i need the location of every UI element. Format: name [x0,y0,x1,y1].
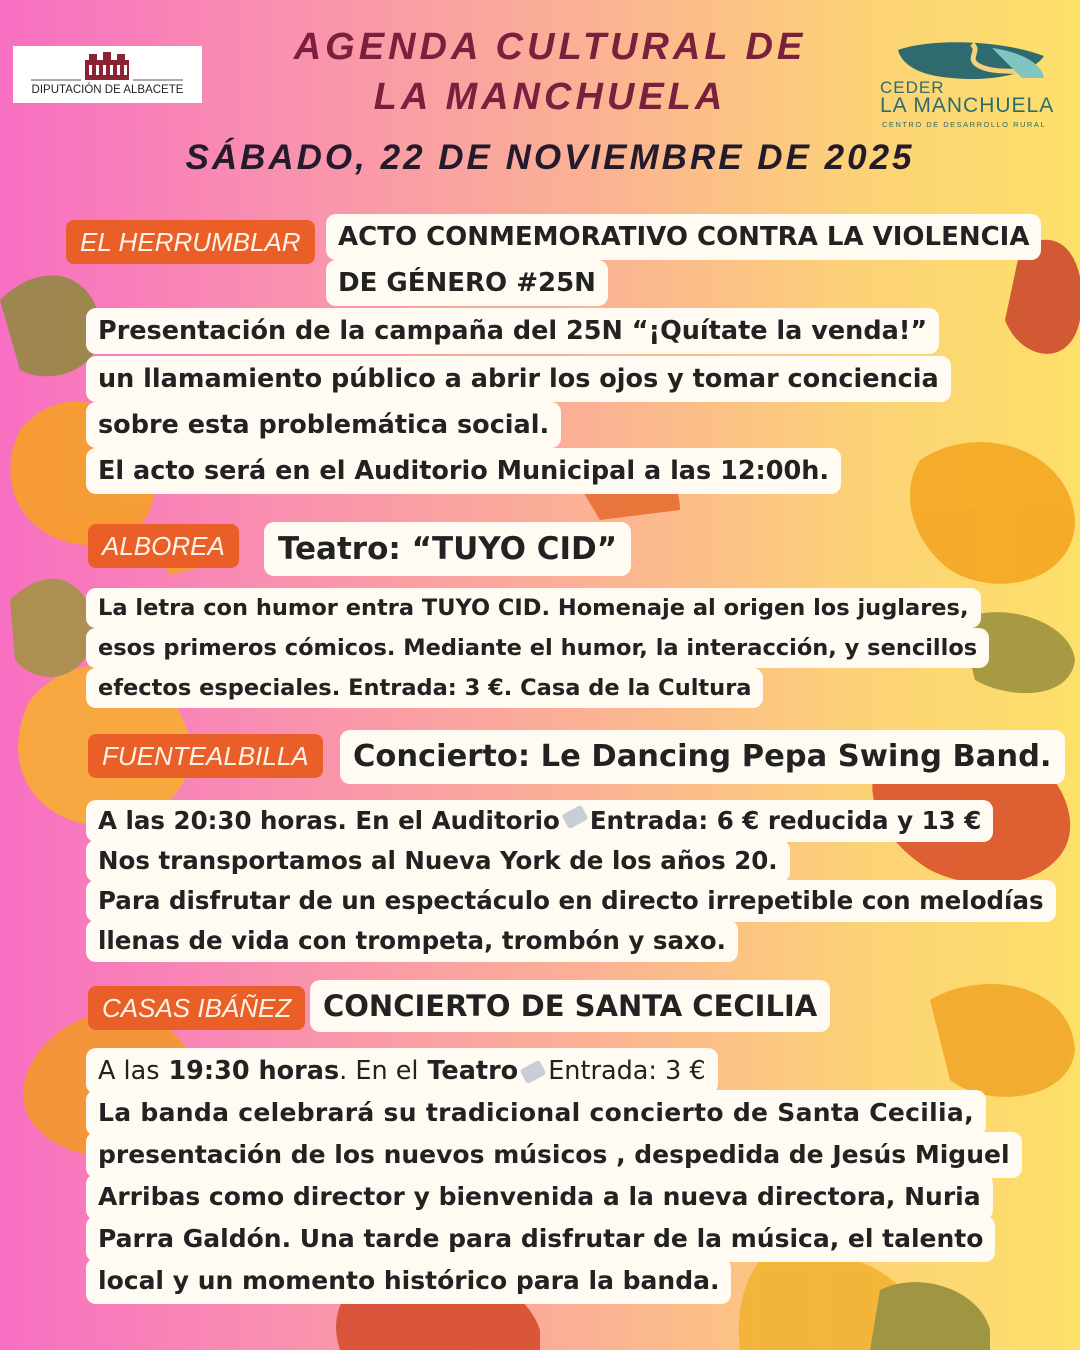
event-1-body-line-1: Presentación de la campaña del 25N “¡Quítate la venda!” [86,308,939,354]
page-title [250,22,850,122]
event-4-title: CONCIERTO DE SANTA CECILIA [310,980,830,1032]
event-2-body-line-2: esos primeros cómicos. Mediante el humor, la interacción, y sencillos [86,628,989,668]
event-3-body-line-2: Nos transportamos al Nueva York de los años 20. [86,840,790,882]
title-line-2: LA MANCHUELA [373,76,727,118]
event-4-body-line-6: local y un momento histórico para la banda. [86,1258,731,1304]
ceder-logo-line-2: LA MANCHUELA [880,94,1055,117]
event-4-body-line-2: La banda celebrará su tradicional concierto de Santa Cecilia, [86,1090,986,1136]
ceder-logo-line-1: CEDER [880,78,945,97]
title-line-1: AGENDA CULTURAL DE [293,26,807,68]
ticket-icon [520,1060,547,1084]
event-4-body-line-1: A las 19:30 horas. En el Teatro Entrada: 3 € [86,1048,718,1094]
town-tag-fuentealbilla: FUENTEALBILLA [88,734,323,778]
event-3-title: Concierto: Le Dancing Pepa Swing Band. [340,730,1065,784]
event-2-title: Teatro: “TUYO CID” [264,522,631,576]
event-3-body-line-3: Para disfrutar de un espectáculo en directo irrepetible con melodías [86,880,1056,922]
event-1-body-line-2: un llamamiento público a abrir los ojos y tomar conciencia [86,356,951,402]
event-4-body-line-4: Arribas como director y bienvenida a la nueva directora, Nuria [86,1174,993,1220]
town-tag-el-herrumblar: EL HERRUMBLAR [66,220,315,264]
event-1-body-line-4: El acto será en el Auditorio Municipal a las 12:00h. [86,448,841,494]
event-3-body-line-4: llenas de vida con trompeta, trombón y saxo. [86,920,738,962]
event-2-body-line-3: efectos especiales. Entrada: 3 €. Casa de la Cultura [86,668,763,708]
event-4-body-line-3: presentación de los nuevos músicos , despedida de Jesús Miguel [86,1132,1022,1178]
diputacion-albacete-logo [13,46,202,103]
town-tag-casas-ibanez: CASAS IBÁÑEZ [88,986,305,1030]
ceder-la-manchuela-logo [872,38,1068,134]
event-3-time-venue: A las 20:30 horas. En el Auditorio [98,806,560,835]
town-tag-alborea: ALBOREA [88,524,239,568]
event-1-title-line-2: DE GÉNERO #25N [326,260,608,306]
ceder-logo-line-3: CENTRO DE DESARROLLO RURAL [882,120,1047,129]
building-icon [31,50,183,82]
event-2-body-line-1: La letra con humor entra TUYO CID. Homenaje al origen los juglares, [86,588,981,628]
diputacion-logo-text: DIPUTACIÓN DE ALBACETE [31,84,184,96]
event-date: SÁBADO, 22 DE NOVIEMBRE DE 2025 [185,138,915,177]
ticket-icon [561,805,588,829]
event-4-body-line-5: Parra Galdón. Una tarde para disfrutar de la música, el talento [86,1216,995,1262]
event-1-body-line-3: sobre esta problemática social. [86,402,561,448]
event-3-body-line-1 [86,800,993,842]
event-3-price: Entrada: 6 € reducida y 13 € [589,806,982,835]
event-1-title-line-1: ACTO CONMEMORATIVO CONTRA LA VIOLENCIA [326,214,1041,260]
